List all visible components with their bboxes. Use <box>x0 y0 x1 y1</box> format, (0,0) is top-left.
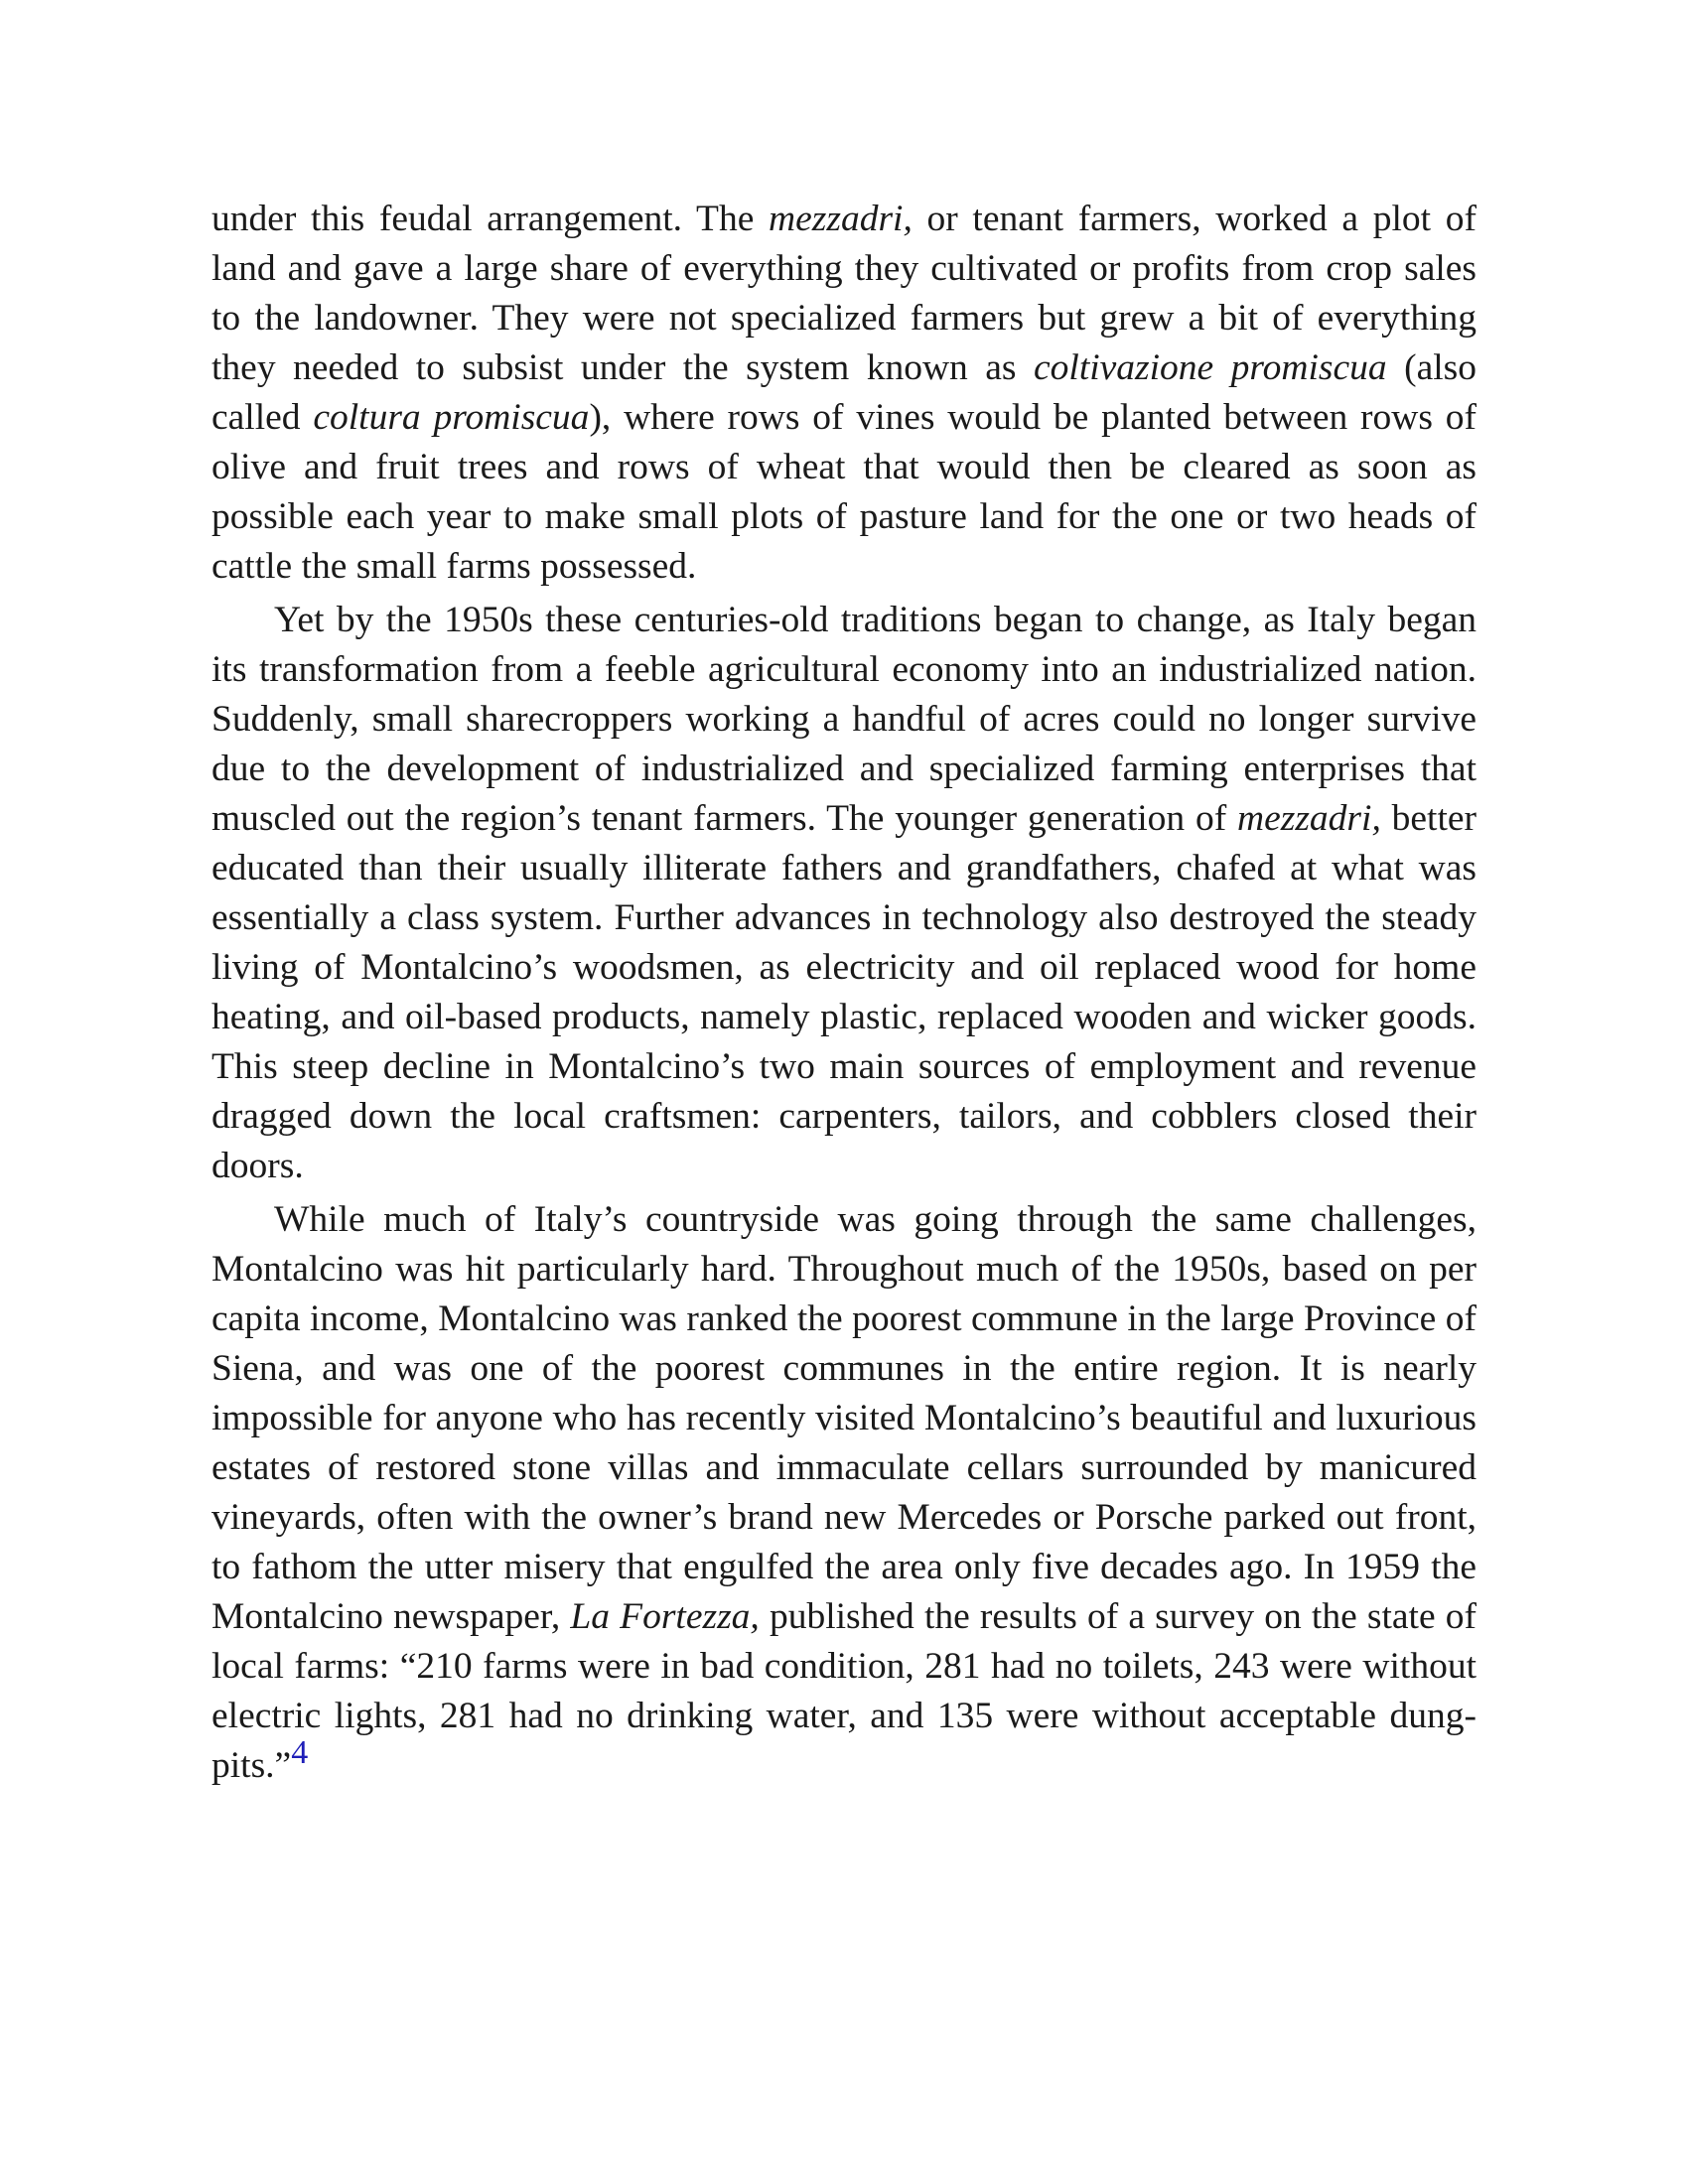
text-run: published the results of a survey on the state of local farms: “210 farms were in bad condition, 281 had no toilets, 243 were without electric lights, 281 had no drinking water, and 135 were without acceptable dung-pits.” <box>211 1596 1477 1786</box>
text-run: or tenant farmers, worked a plot of land and gave a large share of everything they cultivated or profits from crop sales to the landowner. They were not specialized farmers but grew a bit of everything they needed to subsist under the system known as <box>211 199 1477 388</box>
body-paragraph <box>211 596 1477 1191</box>
text-run: (also called <box>211 347 1477 438</box>
text-run: While much of Italy’s countryside was going through the same challenges, Montalcino was hit particularly hard. Throughout much of the 1950s, based on per capita income, Montalcino was ranked the poorest commune in the large Province of Siena, and was one of the poorest communes in the entire region. It is nearly impossible for anyone who has recently visited Montalcino’s beautiful and luxurious estates of restored stone villas and immaculate cellars surrounded by manicured vineyards, often with the owner’s brand new Mercedes or Porsche parked out front, to fathom the utter misery that engulfed the area only five decades ago. In 1959 the Montalcino newspaper, <box>211 1199 1477 1637</box>
text-run: better educated than their usually illiterate fathers and grandfathers, chafed at what was essentially a class system. Further advances in technology also destroyed the steady living of Montalcino’s woodsmen, as electricity and oil replaced wood for home heating, and oil-based products, namely plastic, replaced wooden and wicker goods. This steep decline in Montalcino’s two main sources of employment and revenue dragged down the local craftsmen: carpenters, tailors, and cobblers closed their doors. <box>211 798 1477 1186</box>
italic-term: coltivazione promiscua <box>1034 347 1387 388</box>
italic-term: mezzadri, <box>769 199 913 239</box>
italic-term: La Fortezza, <box>570 1596 760 1637</box>
body-paragraph <box>211 195 1477 592</box>
italic-term: mezzadri, <box>1237 798 1381 839</box>
italic-term: coltura promiscua <box>313 397 590 438</box>
text-run: under this feudal arrangement. The <box>211 199 770 239</box>
page-body <box>211 195 1477 1795</box>
footnote-reference[interactable]: 4 <box>291 1734 309 1771</box>
body-paragraph <box>211 1195 1477 1791</box>
text-run: Yet by the 1950s these centuries-old traditions began to change, as Italy began its transformation from a feeble agricultural economy into an industrialized nation. Suddenly, small sharecroppers working a handful of acres could no longer survive due to the development of industrialized and specialized farming enterprises that muscled out the region’s tenant farmers. The younger generation of <box>211 600 1477 839</box>
text-run: ), where rows of vines would be planted between rows of olive and fruit trees and rows of wheat that would then be cleared as soon as possible each year to make small plots of pasture land for the one or two heads of cattle the small farms possessed. <box>211 397 1477 587</box>
